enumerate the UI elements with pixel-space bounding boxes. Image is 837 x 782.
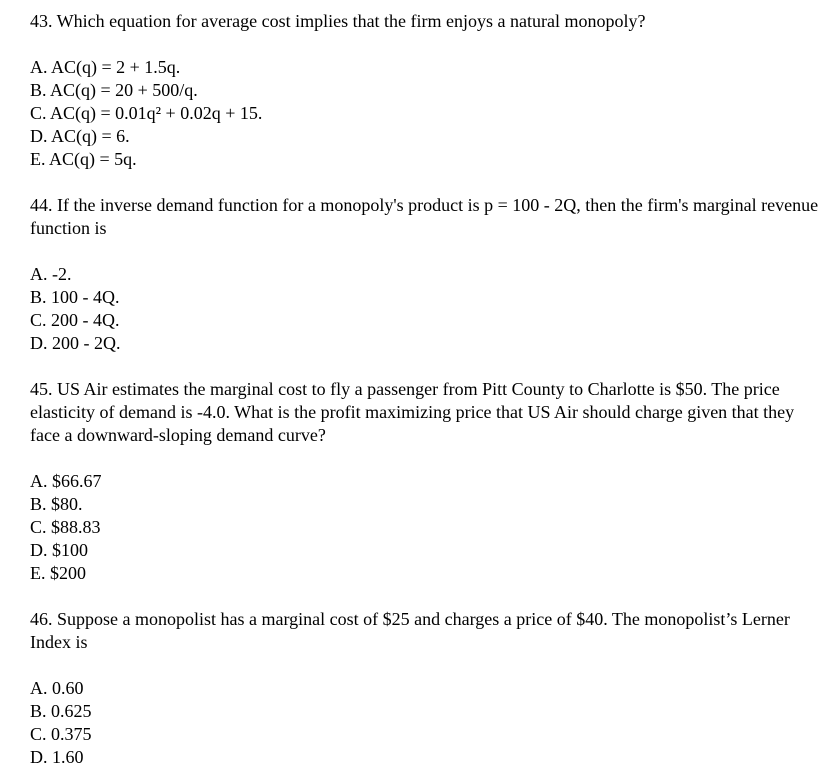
question-45-options bbox=[30, 470, 820, 585]
question-46-stem: 46. Suppose a monopolist has a marginal cost of $25 and charges a price of $40. The monopolist’s Lerner Index is bbox=[30, 609, 790, 652]
question-44-stem: 44. If the inverse demand function for a monopoly's product is p = 100 - 2Q, then the firm's marginal revenue function is bbox=[30, 195, 819, 238]
question-44-option-d: D. 200 - 2Q. bbox=[30, 333, 121, 353]
question-44 bbox=[30, 194, 820, 355]
question-44-option-a: A. -2. bbox=[30, 264, 72, 284]
question-43-option-e: E. AC(q) = 5q. bbox=[30, 149, 137, 169]
question-43-option-d: D. AC(q) = 6. bbox=[30, 126, 130, 146]
question-45 bbox=[30, 378, 820, 585]
question-44-options bbox=[30, 263, 820, 355]
question-43-stem: 43. Which equation for average cost implies that the firm enjoys a natural monopoly? bbox=[30, 11, 646, 31]
question-45-option-c: C. $88.83 bbox=[30, 517, 101, 537]
question-43 bbox=[30, 10, 820, 171]
question-46-option-a: A. 0.60 bbox=[30, 678, 84, 698]
question-44-option-b: B. 100 - 4Q. bbox=[30, 287, 120, 307]
question-45-option-b: B. $80. bbox=[30, 494, 83, 514]
question-44-option-c: C. 200 - 4Q. bbox=[30, 310, 120, 330]
question-46-option-b: B. 0.625 bbox=[30, 701, 92, 721]
question-43-options bbox=[30, 56, 820, 171]
question-43-option-b: B. AC(q) = 20 + 500/q. bbox=[30, 80, 198, 100]
question-46 bbox=[30, 608, 820, 769]
question-45-option-d: D. $100 bbox=[30, 540, 88, 560]
question-46-option-d: D. 1.60 bbox=[30, 747, 84, 767]
question-45-stem: 45. US Air estimates the marginal cost to fly a passenger from Pitt County to Charlotte is $50. The price elasticity of demand is -4.0. What is the profit maximizing price that US Air should charge given that they face a downward-sloping demand curve? bbox=[30, 379, 795, 445]
question-43-option-c: C. AC(q) = 0.01q² + 0.02q + 15. bbox=[30, 103, 263, 123]
question-46-options bbox=[30, 677, 820, 769]
question-45-option-e: E. $200 bbox=[30, 563, 86, 583]
question-45-option-a: A. $66.67 bbox=[30, 471, 102, 491]
question-43-option-a: A. AC(q) = 2 + 1.5q. bbox=[30, 57, 181, 77]
question-46-option-c: C. 0.375 bbox=[30, 724, 92, 744]
